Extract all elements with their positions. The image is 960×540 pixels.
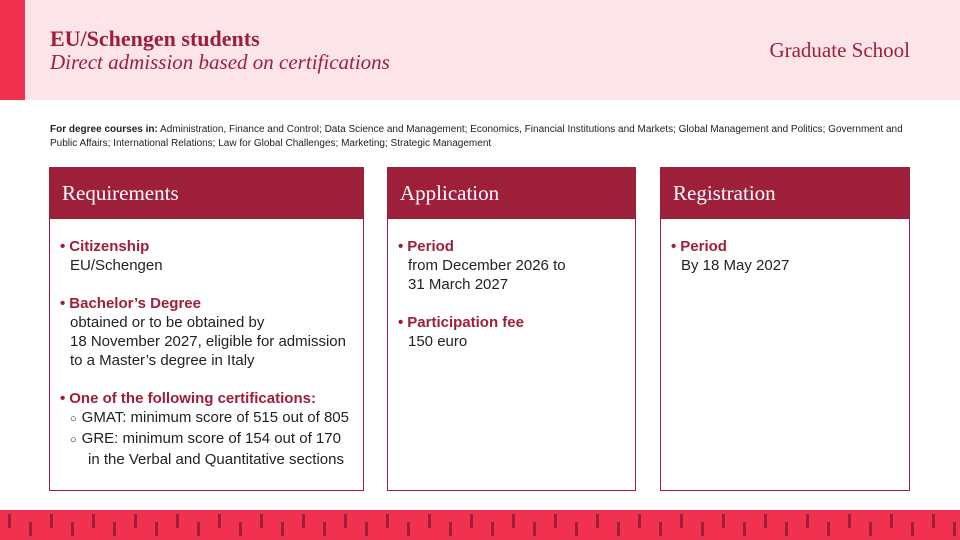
band-tick: [953, 522, 956, 536]
degree-line: 18 November 2027, eligible for admission: [70, 333, 346, 350]
band-tick: [239, 522, 242, 536]
band-tick: [680, 514, 683, 528]
brand-name: Graduate School: [769, 38, 910, 62]
band-tick: [743, 522, 746, 536]
certification-gre-continued: in the Verbal and Quantitative sections: [88, 451, 344, 468]
bullet-icon: •: [671, 238, 677, 255]
application-period-label: Period: [407, 238, 454, 255]
band-tick: [848, 514, 851, 528]
degree-item: [60, 294, 363, 370]
band-tick: [281, 522, 284, 536]
bullet-icon: •: [398, 238, 404, 255]
band-tick: [890, 514, 893, 528]
band-tick: [407, 522, 410, 536]
band-tick: [659, 522, 662, 536]
certification-gre: ○ GRE: minimum score of 154 out of 170 in the Verbal and Quantitative sections: [60, 429, 363, 469]
band-tick: [512, 514, 515, 528]
degree-courses-label: For degree courses in:: [50, 124, 158, 135]
requirements-card: [49, 167, 364, 491]
degree-line: obtained or to be obtained by: [70, 314, 265, 331]
bullet-icon: •: [60, 295, 66, 312]
band-tick: [638, 514, 641, 528]
application-body: [388, 219, 635, 351]
bullet-icon: •: [60, 390, 66, 407]
degree-courses: [50, 123, 910, 151]
application-title: Application: [388, 168, 635, 219]
citizenship-item: [60, 237, 363, 275]
registration-period-value: By 18 May 2027: [681, 257, 790, 274]
band-tick: [428, 514, 431, 528]
registration-period-item: [671, 237, 909, 275]
certifications-list: [60, 408, 363, 469]
band-tick: [722, 514, 725, 528]
band-tick: [323, 522, 326, 536]
citizenship-label: Citizenship: [69, 238, 150, 255]
band-tick: [827, 522, 830, 536]
requirements-title: Requirements: [50, 168, 363, 219]
decorative-bottom-band: [0, 510, 960, 540]
accent-strip: [0, 0, 25, 100]
degree-value: [60, 313, 363, 370]
participation-fee-item: [398, 313, 635, 351]
band-tick: [701, 522, 704, 536]
band-tick: [617, 522, 620, 536]
band-tick: [932, 514, 935, 528]
band-tick: [596, 514, 599, 528]
certifications-item: [60, 389, 363, 469]
band-tick: [218, 514, 221, 528]
band-tick: [764, 514, 767, 528]
band-tick: [806, 514, 809, 528]
band-tick: [8, 514, 11, 528]
degree-courses-list: Administration, Finance and Control; Data Science and Management; Economics, Financial Institutions and Markets; Global Management and Politics; Government and Public Affairs; International Relations; Law for Global Challenges; Marketing; Strategic Management: [50, 124, 903, 149]
certification-gmat: ○ GMAT: minimum score of 515 out of 805: [70, 409, 349, 426]
certifications-label: One of the following certifications:: [69, 390, 316, 407]
page-title: EU/Schengen students: [50, 26, 260, 51]
band-tick: [449, 522, 452, 536]
bullet-icon: •: [60, 238, 66, 255]
band-tick: [911, 522, 914, 536]
band-tick: [29, 522, 32, 536]
band-tick: [134, 514, 137, 528]
circle-bullet-icon: ○: [70, 413, 77, 425]
registration-body: [661, 219, 909, 275]
band-tick: [386, 514, 389, 528]
page-subtitle: Direct admission based on certifications: [50, 50, 390, 74]
band-tick: [260, 514, 263, 528]
registration-period-label: Period: [680, 238, 727, 255]
band-tick: [365, 522, 368, 536]
band-tick: [113, 522, 116, 536]
application-period-item: [398, 237, 635, 294]
band-tick: [197, 522, 200, 536]
degree-line: to a Master’s degree in Italy: [70, 352, 255, 369]
circle-bullet-icon: ○: [70, 434, 77, 446]
application-period-value: from December 2026 to 31 March 2027: [408, 257, 566, 293]
band-tick: [575, 522, 578, 536]
application-card: [387, 167, 636, 491]
band-tick: [470, 514, 473, 528]
band-tick: [155, 522, 158, 536]
citizenship-value: EU/Schengen: [70, 257, 163, 274]
band-tick: [92, 514, 95, 528]
band-tick: [785, 522, 788, 536]
band-tick: [50, 514, 53, 528]
band-tick: [344, 514, 347, 528]
registration-title: Registration: [661, 168, 909, 219]
degree-label: Bachelor’s Degree: [69, 295, 201, 312]
participation-fee-value: 150 euro: [408, 333, 468, 350]
registration-card: [660, 167, 910, 491]
band-tick: [869, 522, 872, 536]
band-tick: [176, 514, 179, 528]
requirements-body: [50, 219, 363, 469]
band-tick: [302, 514, 305, 528]
band-tick: [71, 522, 74, 536]
header-banner: [0, 0, 960, 100]
band-tick: [533, 522, 536, 536]
participation-fee-label: Participation fee: [407, 314, 524, 331]
band-tick: [491, 522, 494, 536]
bullet-icon: •: [398, 314, 404, 331]
band-tick: [554, 514, 557, 528]
